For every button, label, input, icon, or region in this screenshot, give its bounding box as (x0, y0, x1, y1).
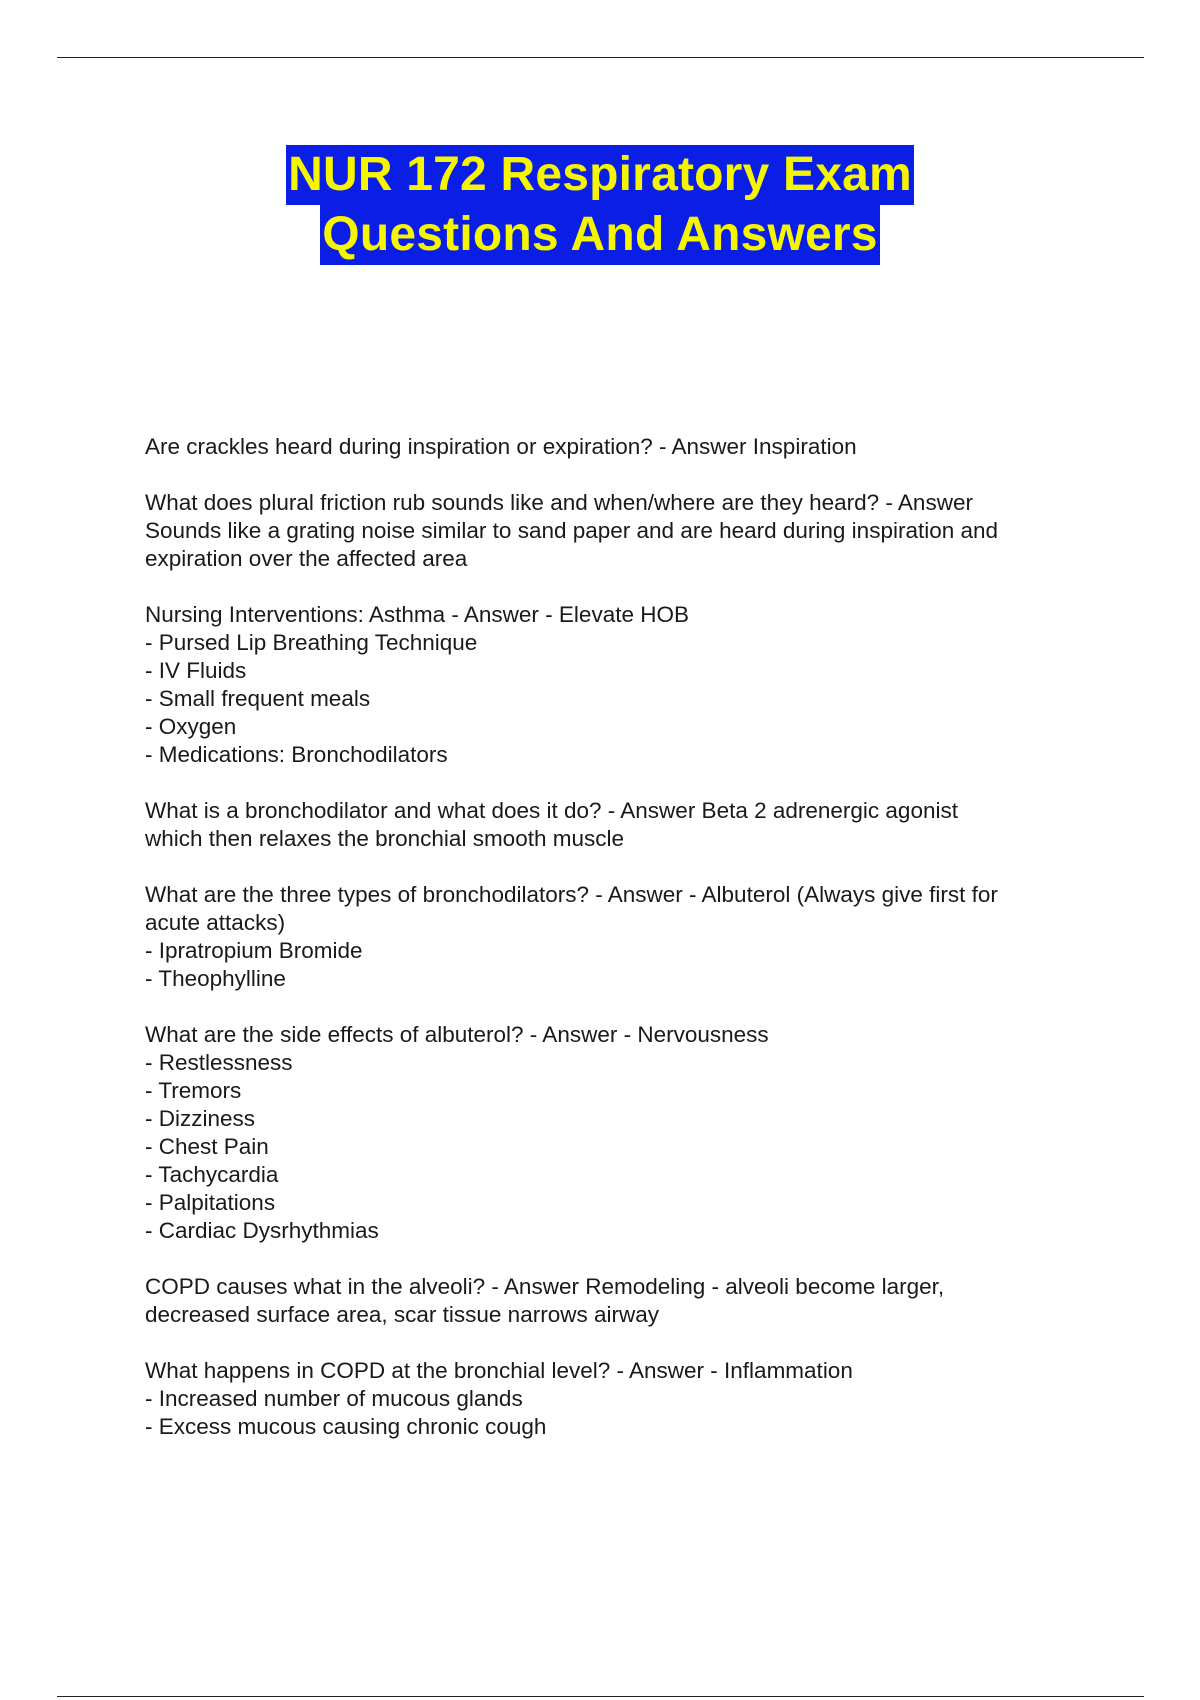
qa-line: - Palpitations (145, 1190, 276, 1215)
qa-line: - Pursed Lip Breathing Technique (145, 630, 478, 655)
qa-line: COPD causes what in the alveoli? - Answer Remodeling - alveoli become larger, (145, 1274, 945, 1299)
qa-line: decreased surface area, scar tissue narrows airway (145, 1302, 659, 1327)
qa-line: - Cardiac Dysrhythmias (145, 1218, 379, 1243)
qa-item (145, 1273, 1075, 1329)
qa-line: - Excess mucous causing chronic cough (145, 1414, 547, 1439)
qa-line: - Increased number of mucous glands (145, 1386, 523, 1411)
qa-line: What does plural friction rub sounds like and when/where are they heard? - Answer (145, 490, 973, 515)
qa-line: Are crackles heard during inspiration or expiration? - Answer Inspiration (145, 434, 857, 459)
qa-line: Sounds like a grating noise similar to sand paper and are heard during inspiration and (145, 518, 999, 543)
qa-line: - Tremors (145, 1078, 242, 1103)
qa-line: Nursing Interventions: Asthma - Answer - Elevate HOB (145, 602, 689, 627)
qa-item (145, 489, 1075, 573)
qa-line: - Theophylline (145, 966, 286, 991)
qa-item (145, 433, 1075, 461)
qa-item (145, 1021, 1075, 1245)
qa-list (145, 433, 1075, 1469)
qa-line: expiration over the affected area (145, 546, 468, 571)
qa-line: - Dizziness (145, 1106, 256, 1131)
qa-line: What happens in COPD at the bronchial level? - Answer - Inflammation (145, 1358, 853, 1383)
qa-line: which then relaxes the bronchial smooth muscle (145, 826, 624, 851)
qa-line: - Chest Pain (145, 1134, 269, 1159)
qa-line: acute attacks) (145, 910, 286, 935)
qa-item (145, 797, 1075, 853)
qa-line: - IV Fluids (145, 658, 247, 683)
qa-line: What is a bronchodilator and what does it do? - Answer Beta 2 adrenergic agonist (145, 798, 958, 823)
qa-item (145, 881, 1075, 993)
qa-line: - Restlessness (145, 1050, 293, 1075)
qa-line: - Tachycardia (145, 1162, 279, 1187)
qa-line: - Ipratropium Bromide (145, 938, 363, 963)
top-divider (57, 57, 1144, 58)
bottom-divider (57, 1696, 1144, 1697)
qa-item (145, 1357, 1075, 1441)
document-title (0, 145, 1200, 265)
title-line-2: Questions And Answers (320, 205, 879, 265)
qa-line: - Oxygen (145, 714, 237, 739)
qa-line: - Small frequent meals (145, 686, 371, 711)
qa-line: What are the three types of bronchodilators? - Answer - Albuterol (Always give first for (145, 882, 998, 907)
qa-line: - Medications: Bronchodilators (145, 742, 448, 767)
qa-line: What are the side effects of albuterol? - Answer - Nervousness (145, 1022, 769, 1047)
qa-item (145, 601, 1075, 769)
title-line-1: NUR 172 Respiratory Exam (286, 145, 914, 205)
